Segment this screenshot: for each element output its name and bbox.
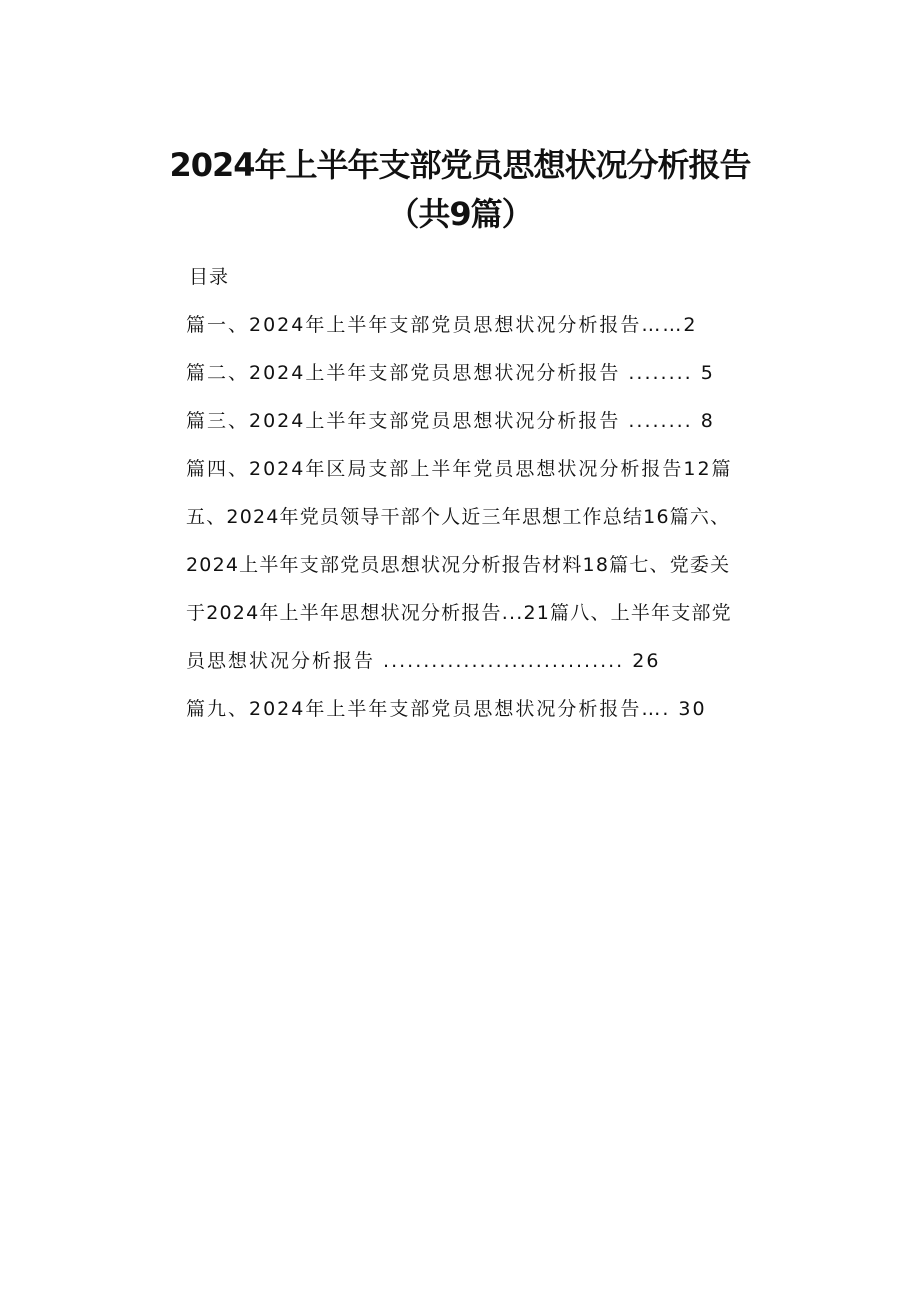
document-subtitle: （共9篇） [387,195,533,233]
toc-entry[interactable]: 2024上半年支部党员思想状况分析报告材料18篇七、党委关 [186,554,731,576]
toc-entry[interactable]: 五、2024年党员领导干部个人近三年思想工作总结16篇六、 [186,506,731,528]
toc-entry[interactable]: 篇九、2024年上半年支部党员思想状况分析报告…. 30 [186,698,707,720]
toc-entry[interactable]: 员思想状况分析报告 .............................. 26 [186,650,661,672]
toc-entry[interactable]: 于2024年上半年思想状况分析报告...21篇八、上半年支部党 [186,602,732,624]
toc-entry[interactable]: 篇三、2024上半年支部党员思想状况分析报告 ........ 8 [186,410,715,432]
toc-heading: 目录 [189,266,230,288]
toc-entry[interactable]: 篇一、2024年上半年支部党员思想状况分析报告……2 [186,314,698,336]
toc-entry[interactable]: 篇四、2024年区局支部上半年党员思想状况分析报告12篇 [186,458,733,480]
document-title: 2024年上半年支部党员思想状况分析报告 [169,146,751,184]
toc-entry[interactable]: 篇二、2024上半年支部党员思想状况分析报告 ........ 5 [186,362,715,384]
